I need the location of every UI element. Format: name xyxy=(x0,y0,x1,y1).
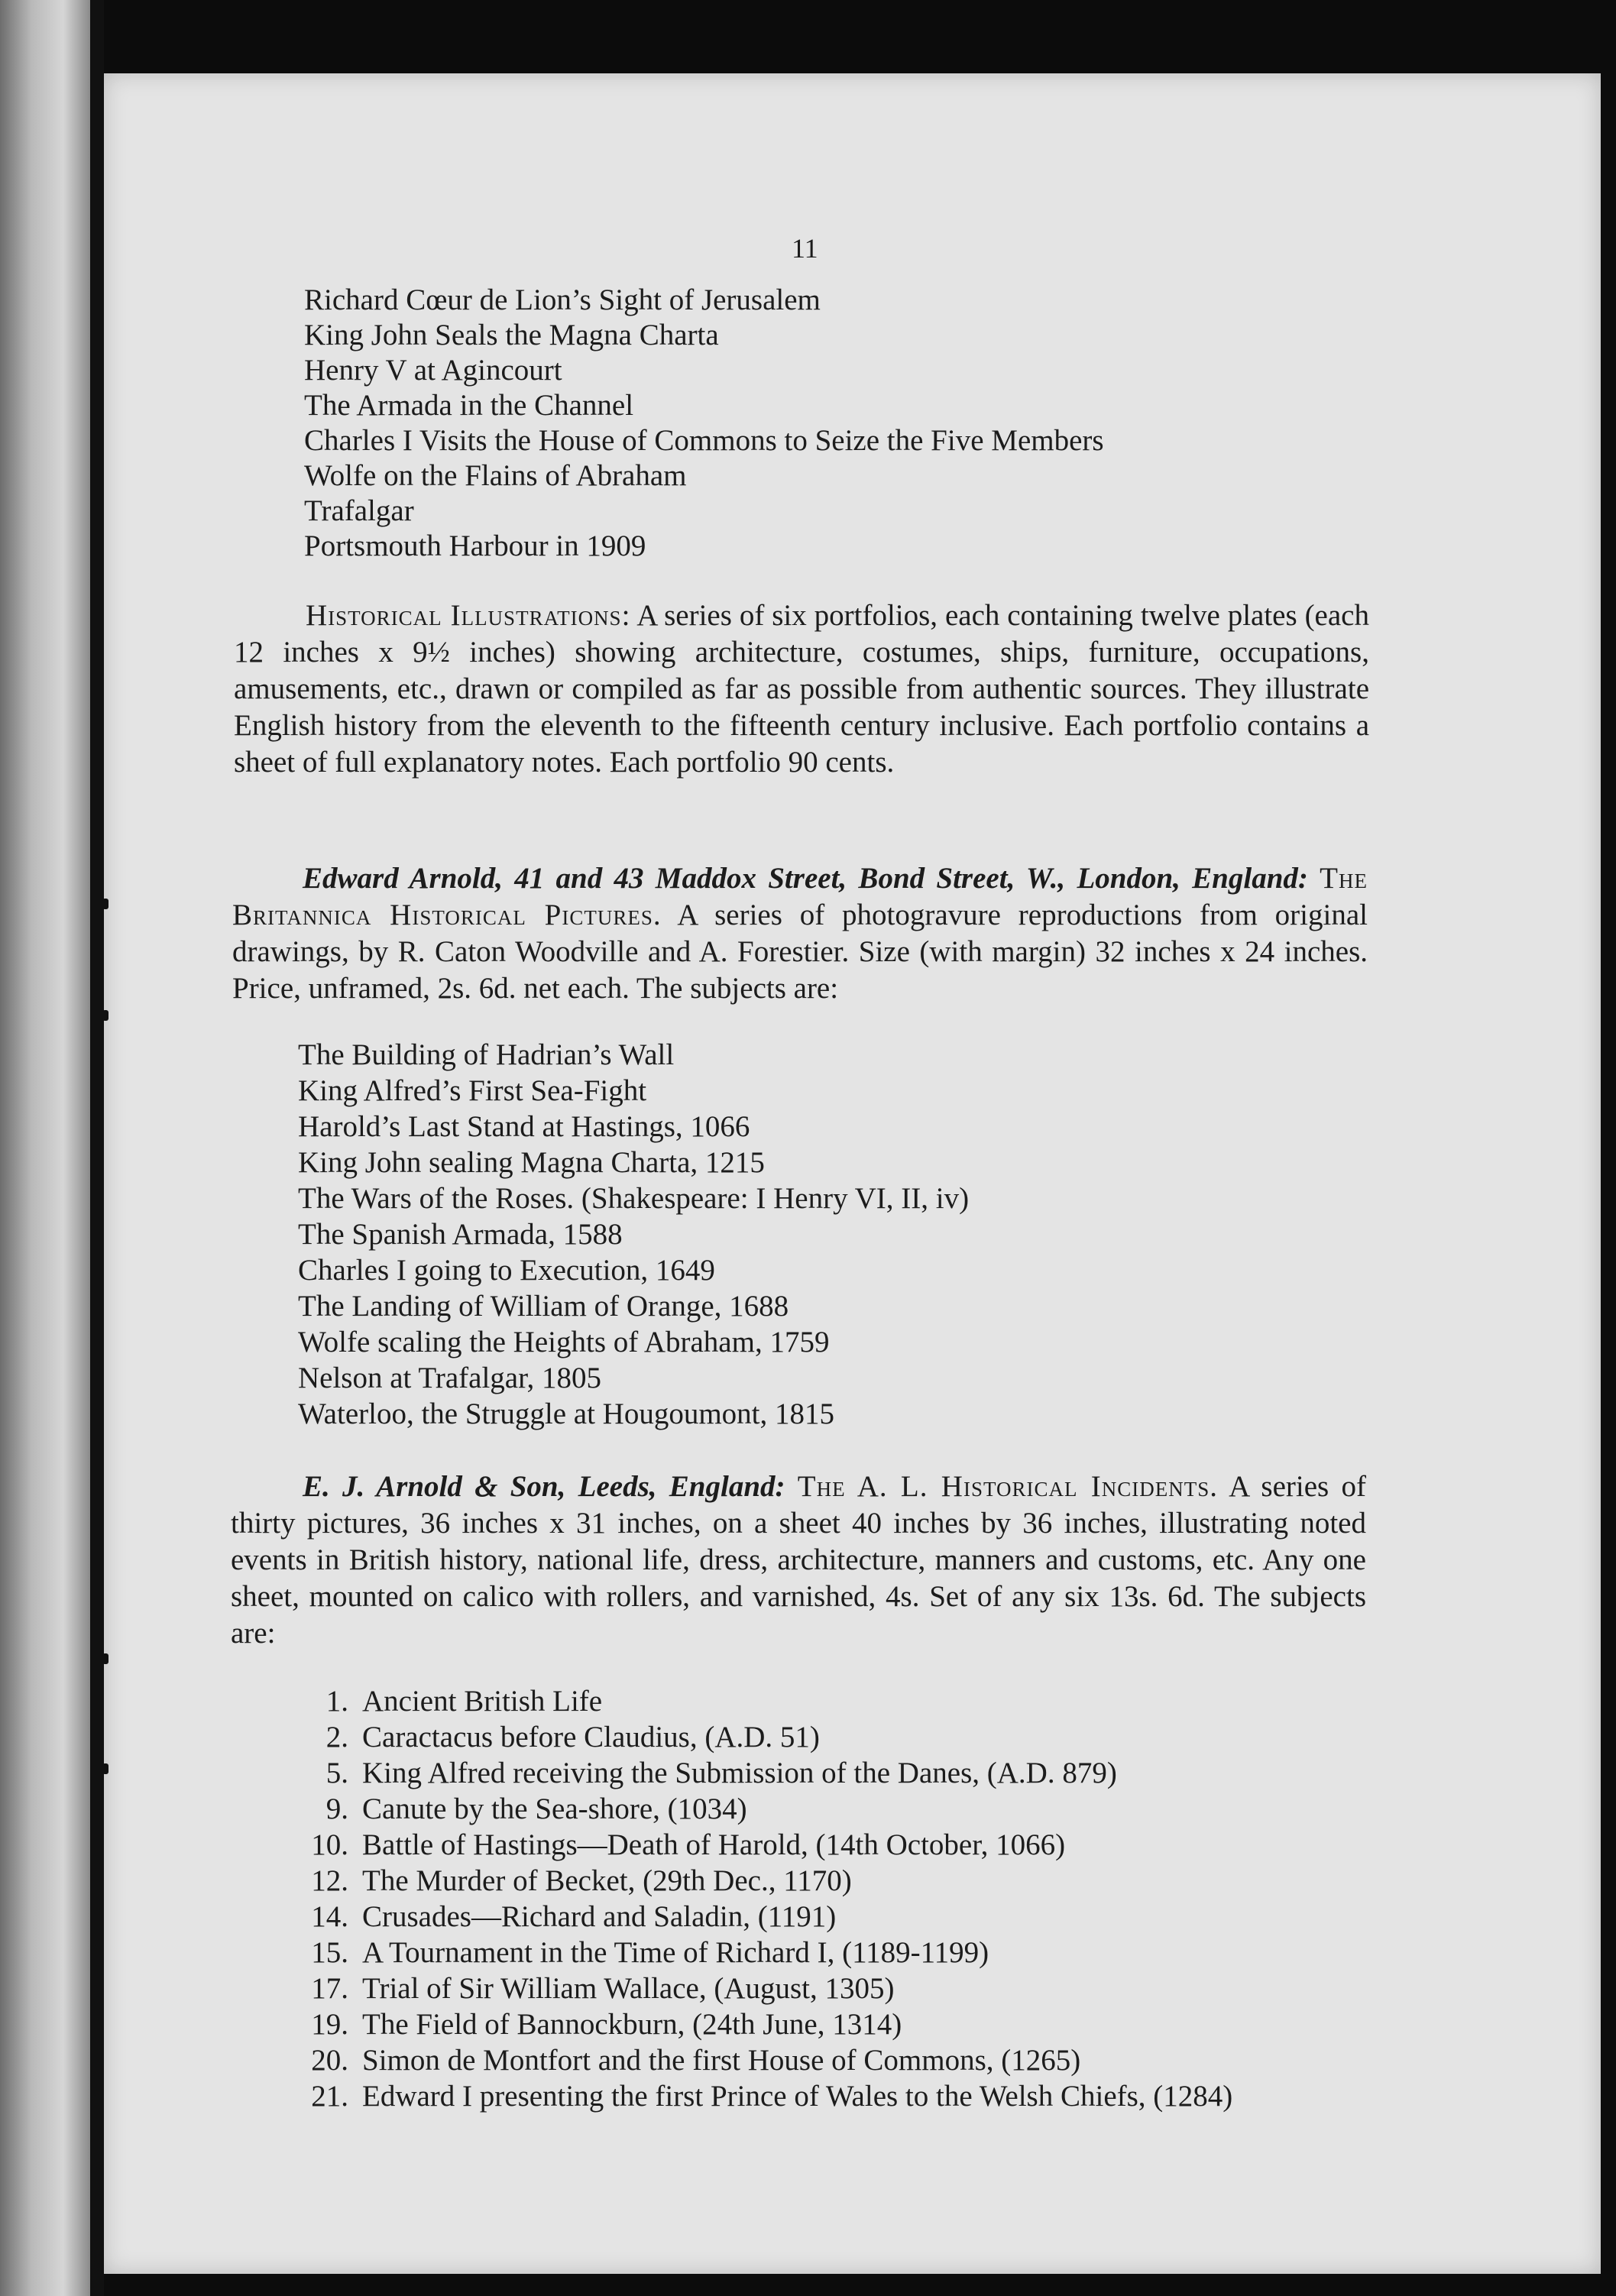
list-item: The Landing of William of Orange, 1688 xyxy=(298,1290,789,1323)
publisher-name: E. J. Arnold & Son, Leeds, England: xyxy=(303,1470,785,1503)
list-item: The Building of Hadrian’s Wall xyxy=(298,1038,675,1071)
series-title: The A. L. Historical Incidents. xyxy=(797,1470,1218,1503)
list-item: Waterloo, the Struggle at Hougoumont, 1815 xyxy=(298,1397,834,1430)
item-number: 2. xyxy=(325,1721,348,1754)
item-text: A Tournament in the Time of Richard I, (1189-1199) xyxy=(362,1936,989,1969)
list-item: King John Seals the Magna Charta xyxy=(304,319,719,351)
list-item: Trafalgar xyxy=(304,494,414,527)
item-text: The Murder of Becket, (29th Dec., 1170) xyxy=(362,1864,852,1897)
item-number: 20. xyxy=(311,2044,348,2077)
document-page xyxy=(104,73,1601,2274)
page-number: 11 xyxy=(792,233,818,264)
item-number: 15. xyxy=(311,1936,348,1969)
section-heading: Historical Illustrations: xyxy=(306,599,631,632)
paragraph-body: A series of thirty pictures, 36 inches x 31 inches, on a sheet 40 inches by 36 inches, illustrating noted events in British history, national life, dress, architecture, manners and customs, etc. Any one sheet, mounted on calico with rollers, and varnished, 4s. Set of any six 13s. 6d. The subjects are: xyxy=(231,1470,1366,1650)
list-item: Henry V at Agincourt xyxy=(304,354,562,387)
list-item xyxy=(300,1935,989,1971)
list-item: King John sealing Magna Charta, 1215 xyxy=(298,1146,765,1179)
margin-mark xyxy=(102,1010,108,1021)
list-item xyxy=(300,1756,1117,1791)
adjacent-page-edge xyxy=(0,0,90,2296)
list-item xyxy=(300,1864,852,1899)
margin-mark xyxy=(102,899,108,909)
list-item xyxy=(300,1899,836,1935)
list-item: King Alfred’s First Sea-Fight xyxy=(298,1074,647,1107)
item-number: 19. xyxy=(311,2008,348,2041)
list-item: Harold’s Last Stand at Hastings, 1066 xyxy=(298,1110,750,1143)
item-text: Trial of Sir William Wallace, (August, 1305) xyxy=(362,1972,895,2005)
item-number: 17. xyxy=(311,1972,348,2005)
item-number: 21. xyxy=(311,2080,348,2113)
item-text: Edward I presenting the first Prince of Wales to the Welsh Chiefs, (1284) xyxy=(362,2080,1233,2113)
item-text: Crusades—Richard and Saladin, (1191) xyxy=(362,1900,837,1933)
margin-mark xyxy=(102,1653,108,1664)
list-item xyxy=(300,1971,895,2006)
list-item xyxy=(300,1792,747,1827)
list-item: Wolfe scaling the Heights of Abraham, 1759 xyxy=(298,1326,830,1358)
scan-gutter xyxy=(90,0,104,2296)
list-item: The Wars of the Roses. (Shakespeare: I Henry VI, II, iv) xyxy=(298,1182,970,1215)
paragraph-body: A series of photogravure reproductions from original drawings, by R. Caton Woodville and A. Forestier. Size (with margin) 32 inches x 24 inches. Price, unframed, 2s. 6d. net each. The subjects are: xyxy=(232,899,1368,1005)
list-item: Richard Cœur de Lion’s Sight of Jerusalem xyxy=(304,283,821,316)
item-text: Caractacus before Claudius, (A.D. 51) xyxy=(362,1721,820,1754)
list-item xyxy=(300,1684,602,1719)
list-item xyxy=(300,2043,1080,2078)
item-text: Canute by the Sea-shore, (1034) xyxy=(362,1792,747,1825)
item-text: The Field of Bannockburn, (24th June, 1314) xyxy=(362,2008,902,2041)
arnold-paragraph xyxy=(232,860,1368,1007)
list-item xyxy=(300,2007,902,2042)
list-item xyxy=(300,2079,1232,2114)
list-item: The Armada in the Channel xyxy=(304,389,634,422)
margin-mark xyxy=(102,1763,108,1774)
publisher-name: Edward Arnold, 41 and 43 Maddox Street, Bond Street, W., London, England: xyxy=(303,862,1308,895)
historical-illustrations-paragraph xyxy=(234,597,1369,781)
item-number: 5. xyxy=(325,1757,348,1789)
item-number: 12. xyxy=(311,1864,348,1897)
list-item: Portsmouth Harbour in 1909 xyxy=(304,529,646,562)
list-item xyxy=(300,1828,1065,1863)
item-text: Simon de Montfort and the first House of Commons, (1265) xyxy=(362,2044,1081,2077)
item-text: Battle of Hastings—Death of Harold, (14th October, 1066) xyxy=(362,1828,1066,1861)
list-item: Wolfe on the Flains of Abraham xyxy=(304,459,687,492)
list-item: Nelson at Trafalgar, 1805 xyxy=(298,1362,602,1394)
paragraph-body: A series of six portfolios, each containing twelve plates (each 12 inches x 9½ inches) showing architecture, costumes, ships, furniture, occupations, amusements, etc., drawn or compiled as far as possible from authentic sources. They illustrate English history from the eleventh to the fifteenth century inclusive. Each portfolio contains a sheet of full explanatory notes. Each portfolio 90 cents. xyxy=(234,599,1369,779)
list-item: The Spanish Armada, 1588 xyxy=(298,1218,623,1251)
ej-arnold-paragraph xyxy=(231,1469,1366,1652)
item-number: 9. xyxy=(325,1792,348,1825)
item-number: 14. xyxy=(311,1900,348,1933)
item-text: Ancient British Life xyxy=(362,1685,603,1718)
item-text: King Alfred receiving the Submission of the Danes, (A.D. 879) xyxy=(362,1757,1117,1789)
series-title: The Britannica Historical Pictures. xyxy=(232,862,1368,931)
list-item: Charles I going to Execution, 1649 xyxy=(298,1254,715,1287)
list-item: Charles I Visits the House of Commons to Seize the Five Members xyxy=(304,424,1104,457)
item-number: 1. xyxy=(325,1685,348,1718)
list-item xyxy=(300,1720,820,1755)
item-number: 10. xyxy=(311,1828,348,1861)
